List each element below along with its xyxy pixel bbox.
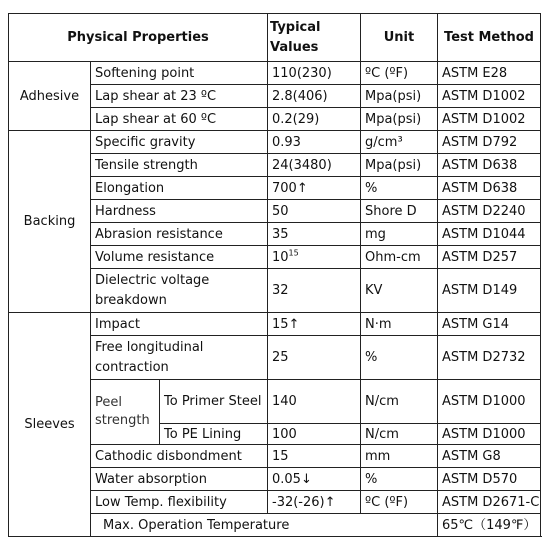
property-cell: Elongation — [91, 177, 268, 200]
unit-cell: Mpa(psi) — [361, 154, 438, 177]
method-cell: ASTM D638 — [438, 177, 541, 200]
unit-cell: mg — [361, 223, 438, 246]
value-cell — [268, 246, 361, 269]
max-operation-temperature-value: 65℃（149℉） — [438, 514, 541, 537]
value-cell: -32(-26)↑ — [268, 491, 361, 514]
value-base: 10 — [272, 249, 289, 265]
method-cell: ASTM D149 — [438, 269, 541, 313]
unit-cell: Shore D — [361, 200, 438, 223]
property-cell: Lap shear at 23 ºC — [91, 85, 268, 108]
unit-cell: % — [361, 177, 438, 200]
value-cell: 0.2(29) — [268, 108, 361, 131]
method-cell: ASTM D1002 — [438, 85, 541, 108]
max-operation-temperature-label: Max. Operation Temperature — [91, 514, 438, 537]
peel-strength-label: Peel strength — [91, 380, 160, 445]
value-cell: 15↑ — [268, 313, 361, 336]
header-physical-properties: Physical Properties — [9, 14, 268, 62]
method-cell: ASTM D2732 — [438, 336, 541, 380]
group-label-adhesive: Adhesive — [9, 62, 91, 131]
header-unit: Unit — [361, 14, 438, 62]
method-cell: ASTM D2240 — [438, 200, 541, 223]
value-cell: 32 — [268, 269, 361, 313]
unit-cell: mm — [361, 445, 438, 468]
header-typical-values: Typical Values — [268, 14, 361, 62]
group-label-backing: Backing — [9, 131, 91, 313]
method-cell: ASTM D1000 — [438, 380, 541, 424]
method-cell: ASTM D792 — [438, 131, 541, 154]
unit-cell: N·m — [361, 313, 438, 336]
value-cell: 24(3480) — [268, 154, 361, 177]
property-cell: Abrasion resistance — [91, 223, 268, 246]
property-cell: To Primer Steel — [160, 380, 268, 424]
property-cell: Water absorption — [91, 468, 268, 491]
property-cell: Free longitudinal contraction — [91, 336, 268, 380]
properties-table-wrapper — [8, 13, 541, 537]
physical-properties-table — [8, 13, 541, 537]
method-cell: ASTM D1044 — [438, 223, 541, 246]
value-cell: 15 — [268, 445, 361, 468]
unit-cell: % — [361, 468, 438, 491]
value-cell: 2.8(406) — [268, 85, 361, 108]
method-cell: ASTM D257 — [438, 246, 541, 269]
property-cell: Tensile strength — [91, 154, 268, 177]
property-cell: Softening point — [91, 62, 268, 85]
value-cell: 50 — [268, 200, 361, 223]
property-cell: Volume resistance — [91, 246, 268, 269]
group-label-sleeves: Sleeves — [9, 313, 91, 537]
property-cell: Lap shear at 60 ºC — [91, 108, 268, 131]
unit-cell: % — [361, 336, 438, 380]
unit-cell: ºC (ºF) — [361, 491, 438, 514]
method-cell: ASTM E28 — [438, 62, 541, 85]
header-row — [9, 14, 541, 62]
property-cell: Specific gravity — [91, 131, 268, 154]
value-cell: 25 — [268, 336, 361, 380]
value-cell: 0.93 — [268, 131, 361, 154]
method-cell: ASTM D638 — [438, 154, 541, 177]
unit-cell: g/cm³ — [361, 131, 438, 154]
value-exponent: 15 — [288, 248, 299, 258]
property-cell: Cathodic disbondment — [91, 445, 268, 468]
unit-cell: N/cm — [361, 380, 438, 424]
property-cell: Impact — [91, 313, 268, 336]
method-cell: ASTM G8 — [438, 445, 541, 468]
property-cell: Hardness — [91, 200, 268, 223]
method-cell: ASTM G14 — [438, 313, 541, 336]
unit-cell: ºC (ºF) — [361, 62, 438, 85]
table-row — [9, 131, 541, 154]
property-cell: To PE Lining — [160, 424, 268, 445]
method-cell: ASTM D2671-C — [438, 491, 541, 514]
unit-cell: N/cm — [361, 424, 438, 445]
value-cell: 0.05↓ — [268, 468, 361, 491]
value-cell: 140 — [268, 380, 361, 424]
unit-cell: Mpa(psi) — [361, 85, 438, 108]
unit-cell: Ohm-cm — [361, 246, 438, 269]
table-row — [9, 62, 541, 85]
header-test-method: Test Method — [438, 14, 541, 62]
method-cell: ASTM D1002 — [438, 108, 541, 131]
property-cell: Low Temp. flexibility — [91, 491, 268, 514]
table-row — [9, 313, 541, 336]
value-cell: 700↑ — [268, 177, 361, 200]
method-cell: ASTM D1000 — [438, 424, 541, 445]
unit-cell: Mpa(psi) — [361, 108, 438, 131]
unit-cell: KV — [361, 269, 438, 313]
value-cell: 110(230) — [268, 62, 361, 85]
value-cell: 35 — [268, 223, 361, 246]
method-cell: ASTM D570 — [438, 468, 541, 491]
value-cell: 100 — [268, 424, 361, 445]
property-cell: Dielectric voltage breakdown — [91, 269, 268, 313]
